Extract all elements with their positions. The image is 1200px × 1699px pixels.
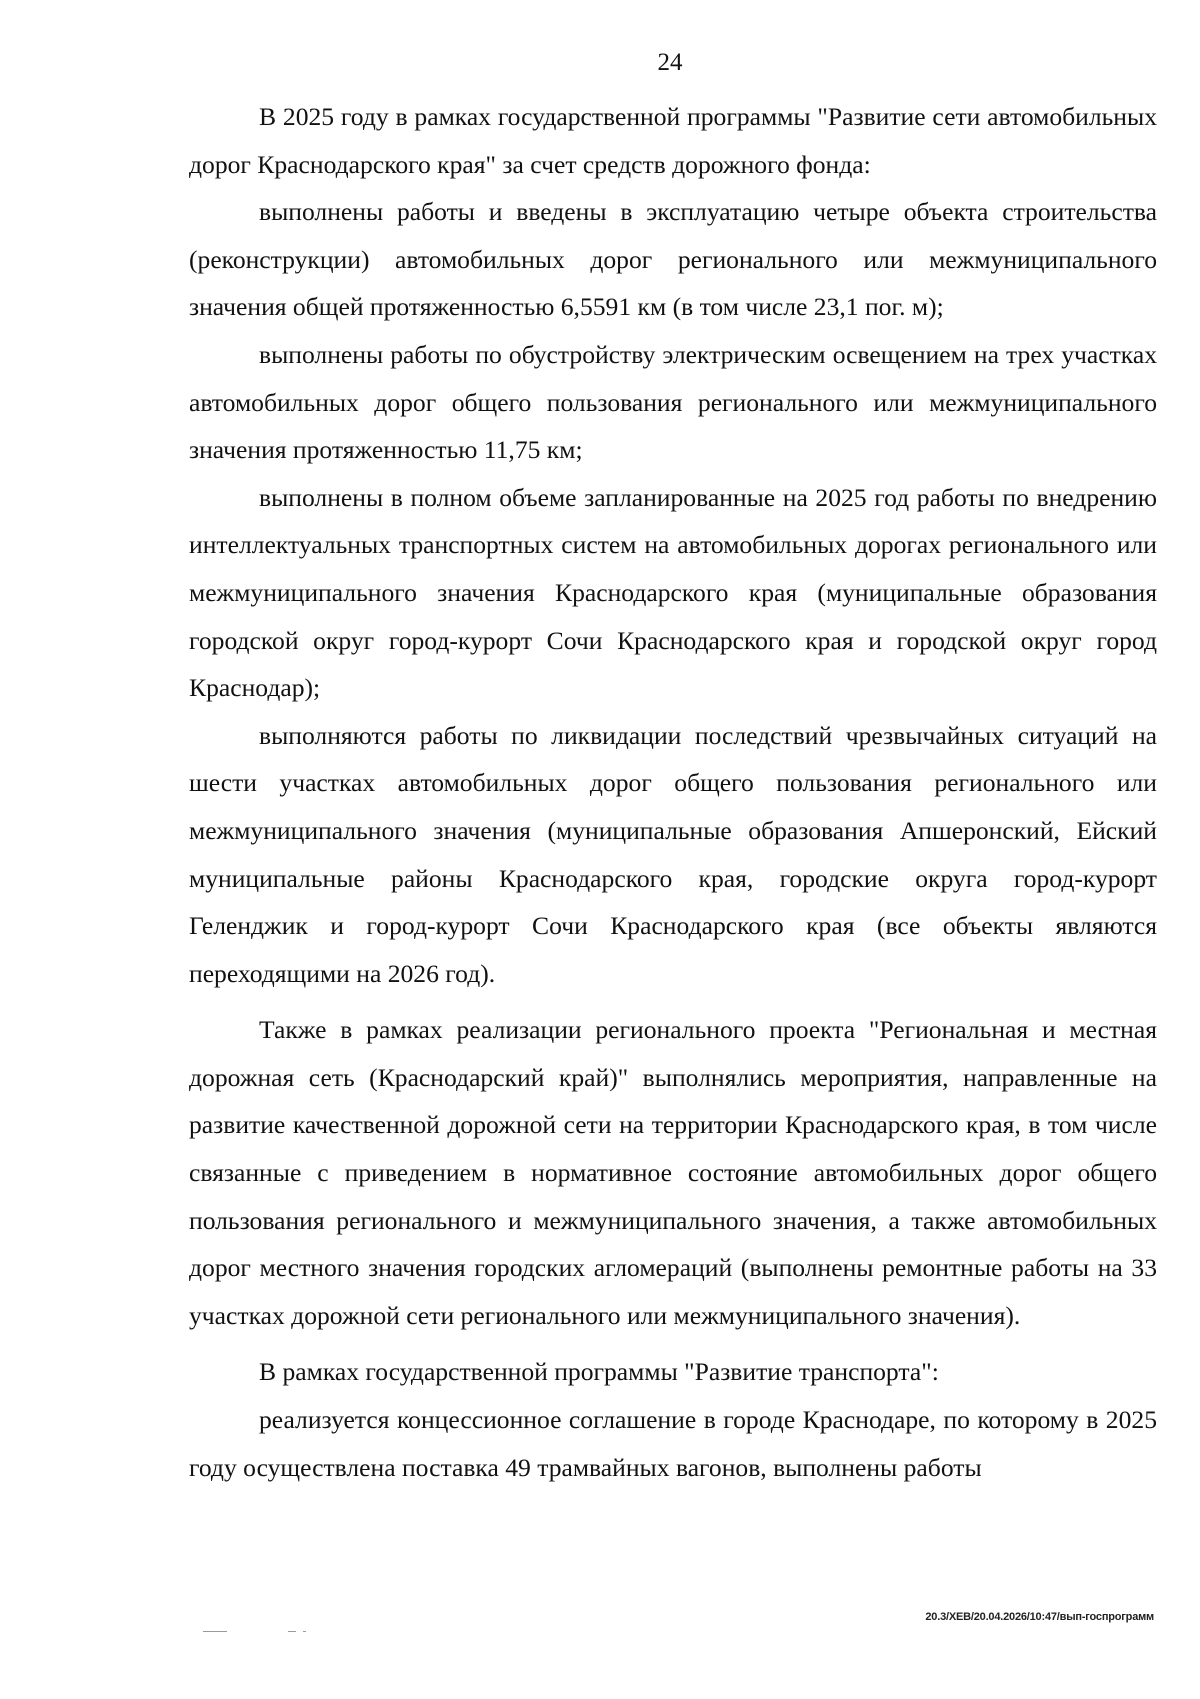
scan-artifact-mark [288,1631,296,1632]
scan-artifact-mark [203,1631,227,1632]
scan-artifact-mark [303,1631,306,1632]
paragraph-lighting: выполнены работы по обустройству электрическим освещением на трех участках автомобильных дорог общего пользования регионального или межмуниципального значения протяженностью 11,75 км; [189,339,1157,465]
paragraph-intelligent-transport: выполнены в полном объеме запланированные на 2025 год работы по внедрению интеллектуальных транспортных систем на автомобильных дорогах регионального или межмуниципального значения Краснодарского края (муниципальные образования городской округ город-курорт Сочи Краснодарского края и городской округ город Краснодар); [189,482,1157,703]
document-stamp: 20.3/ХЕВ/20.04.2026/10:47/вып-госпрограмм [925,1611,1154,1623]
paragraph-construction: выполнены работы и введены в эксплуатацию четыре объекта строительства (реконструкции) автомобильных дорог регионального или межмуниципального значения общей протяженностью 6,5591 км (в том числе 23,1 пог. м); [189,197,1157,322]
paragraph-regional-project: Также в рамках реализации регионального проекта "Региональная и местная дорожная сеть (Краснодарский край)" выполнялись мероприятия, направленные на развитие качественной дорожной сети на территории Краснодарского края, в том числе связанные с приведением в нормативное состояние автомобильных дорог общего пользования регионального и межмуниципального значения, а также автомобильных дорог местного значения городских агломераций (выполнены ремонтные работы на 33 участках дорожной сети регионального или межмуниципального значения). [189,1015,1157,1330]
document-body [189,93,1157,1491]
paragraph-emergency-works: выполняются работы по ликвидации последствий чрезвычайных ситуаций на шести участках автомобильных дорог общего пользования регионального или межмуниципального значения (муниципальные образования Апшеронский, Ейский муниципальные районы Краснодарского края, городские округа город-курорт Геленджик и город-курорт Сочи Краснодарского края (все объекты являются переходящими на 2026 год). [189,720,1157,988]
paragraph-transport-program: В рамках государственной программы "Развитие транспорта": [259,1357,939,1387]
page-number: 24 [657,49,683,76]
paragraph-concession: реализуется концессионное соглашение в городе Краснодаре, по которому в 2025 году осуществлена поставка 49 трамвайных вагонов, выполнены работы [189,1405,1157,1482]
paragraph-intro: В 2025 году в рамках государственной программы "Развитие сети автомобильных дорог Краснодарского края" за счет средств дорожного фонда: [189,102,1157,179]
